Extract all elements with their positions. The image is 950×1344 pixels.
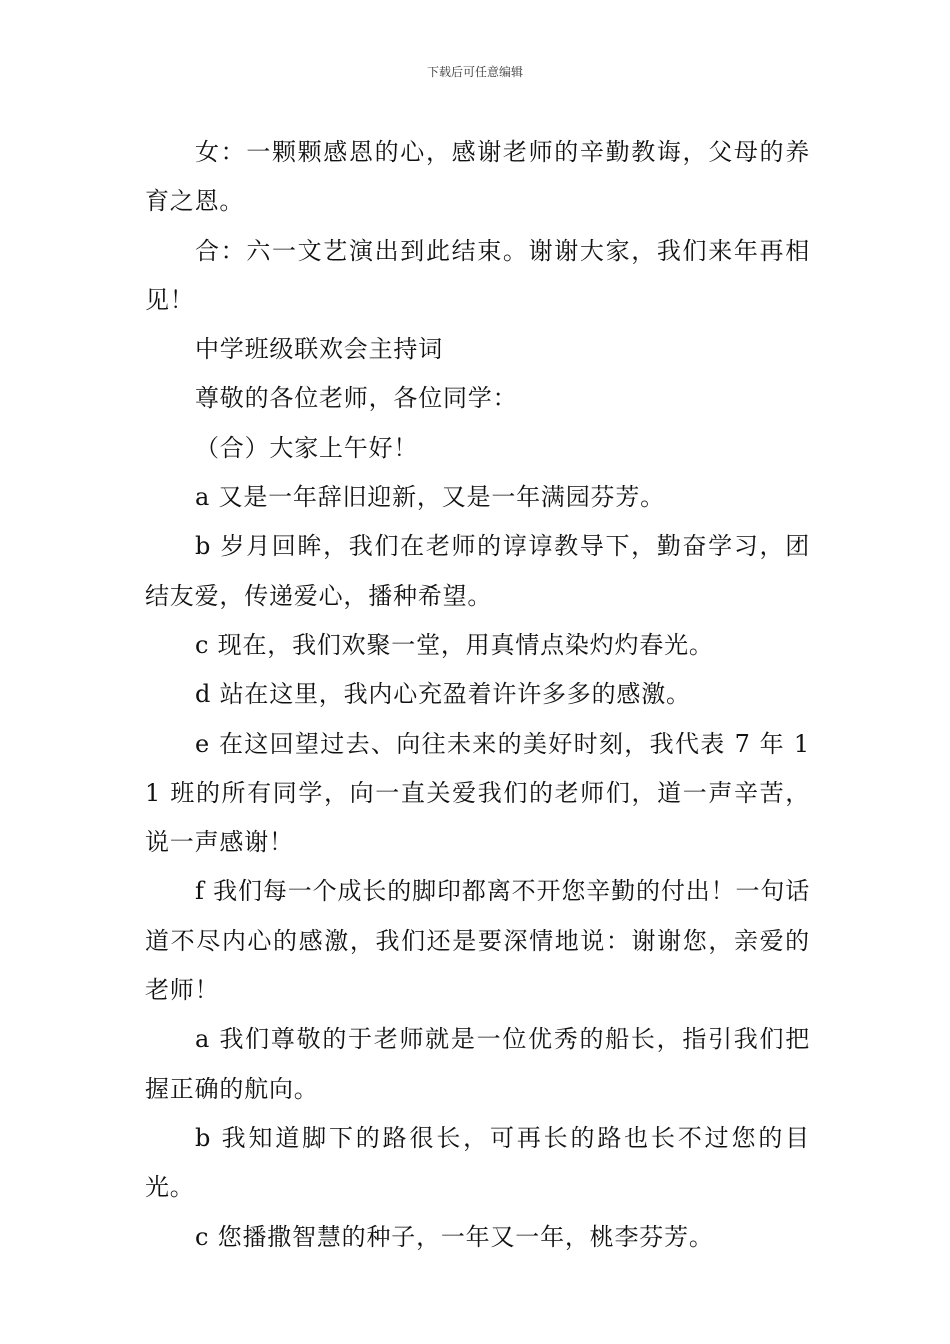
paragraph: f 我们每一个成长的脚印都离不开您辛勤的付出！一句话道不尽内心的感激，我们还是要深情地说：谢谢您，亲爱的老师！	[145, 877, 810, 1005]
paragraph: e 在这回望过去、向往未来的美好时刻，我代表 7 年 11 班的所有同学，向一直关爱我们的老师们，道一声辛苦，说一声感谢！	[145, 729, 810, 857]
paragraph: a 我们尊敬的于老师就是一位优秀的船长，指引我们把握正确的航向。	[145, 1025, 810, 1103]
paragraph: 女：一颗颗感恩的心，感谢老师的辛勤教诲，父母的养育之恩。	[145, 138, 810, 216]
paragraph: 合：六一文艺演出到此结束。谢谢大家，我们来年再相见！	[145, 236, 810, 314]
paragraph: b 我知道脚下的路很长，可再长的路也长不过您的目光。	[145, 1123, 810, 1202]
page-header: 下载后可任意编辑	[426, 65, 523, 79]
paragraph: （合）大家上午好！	[195, 433, 419, 462]
paragraph: b 岁月回眸，我们在老师的谆谆教导下，勤奋学习，团结友爱，传递爱心，播种希望。	[145, 532, 810, 610]
document-body	[145, 128, 810, 1262]
section-title: 中学班级联欢会主持词	[195, 335, 443, 364]
paragraph: c 现在，我们欢聚一堂，用真情点染灼灼春光。	[195, 630, 714, 659]
greeting: 尊敬的各位老师，各位同学：	[195, 384, 518, 413]
paragraph: c 您播撒智慧的种子，一年又一年，桃李芬芳。	[195, 1222, 714, 1251]
paragraph: a 又是一年辞旧迎新，又是一年满园芬芳。	[195, 483, 665, 512]
paragraph: d 站在这里，我内心充盈着许许多多的感激。	[195, 680, 691, 709]
